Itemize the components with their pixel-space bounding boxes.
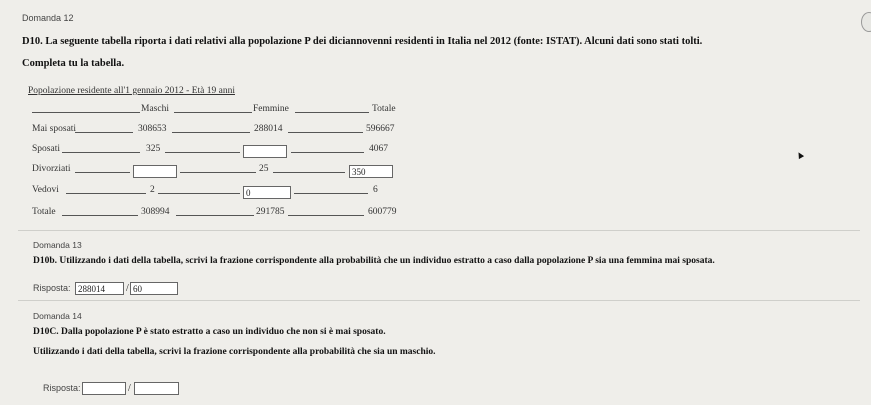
answer-numerator-input[interactable]: 288014 [75, 282, 124, 295]
leader-line [176, 215, 254, 216]
leader-line [288, 215, 364, 216]
answer-numerator-input[interactable] [82, 382, 126, 395]
answer-label: Risposta: [33, 283, 71, 293]
cell-sposati-totale: 4067 [369, 144, 388, 154]
cell-vedovi-maschi: 2 [150, 185, 155, 195]
question-13-header: Domanda 13 [33, 240, 82, 250]
row-label-totale: Totale [32, 207, 56, 217]
cell-divorziati-femmine: 25 [259, 164, 269, 174]
leader-line [294, 193, 368, 194]
leader-line [180, 172, 256, 173]
question-14-text: D10C. Dalla popolazione P è stato estratto a caso un individuo che non si è mai sposato. [33, 327, 386, 337]
column-header-femmine: Femmine [253, 104, 289, 114]
answer-label: Risposta: [43, 383, 81, 393]
scroll-indicator[interactable] [861, 12, 871, 32]
question-12-header: Domanda 12 [22, 13, 74, 23]
row-label-divorziati: Divorziati [32, 164, 71, 174]
cell-mai-sposati-maschi: 308653 [138, 124, 167, 134]
leader-line [295, 112, 369, 113]
input-divorziati-totale[interactable]: 350 [349, 165, 393, 178]
leader-line [288, 132, 363, 133]
leader-line [273, 172, 345, 173]
mouse-cursor-icon [796, 151, 804, 159]
row-label-mai-sposati: Mai sposati [32, 124, 77, 134]
table-title: Popolazione residente all'1 gennaio 2012 - Età 19 anni [28, 86, 235, 96]
question-13-text: D10b. Utilizzando i dati della tabella, scrivi la frazione corrispondente alla probabilità che un individuo estratto a caso dalla popolazione P sia una femmina mai sposata. [33, 256, 715, 266]
answer-denominator-input[interactable]: 60 [130, 282, 178, 295]
cell-totale-femmine: 291785 [256, 207, 285, 217]
cell-totale-totale: 600779 [368, 207, 397, 217]
leader-line [291, 152, 364, 153]
leader-line [174, 112, 252, 113]
row-label-vedovi: Vedovi [32, 185, 59, 195]
leader-line [75, 132, 133, 133]
section-divider [18, 230, 860, 231]
answer-denominator-input[interactable] [134, 382, 179, 395]
section-divider [18, 300, 860, 301]
cell-sposati-maschi: 325 [146, 144, 161, 154]
cell-mai-sposati-femmine: 288014 [254, 124, 283, 134]
leader-line [75, 172, 130, 173]
fraction-slash: / [126, 283, 129, 294]
column-header-maschi: Maschi [141, 104, 169, 114]
leader-line [66, 193, 146, 194]
cell-mai-sposati-totale: 596667 [366, 124, 395, 134]
question-12-text: D10. La seguente tabella riporta i dati relativi alla popolazione P dei diciannovenni residenti in Italia nel 2012 (fonte: ISTAT). Alcuni dati sono stati tolti. [22, 36, 703, 47]
input-vedovi-femmine[interactable]: 0 [243, 186, 291, 199]
leader-line [172, 132, 250, 133]
leader-line [32, 112, 140, 113]
question-14-instruction: Utilizzando i dati della tabella, scrivi la frazione corrispondente alla probabilità che sia un maschio. [33, 347, 436, 357]
fraction-slash: / [128, 383, 131, 394]
leader-line [62, 215, 138, 216]
leader-line [158, 193, 240, 194]
input-sposati-femmine[interactable] [243, 145, 287, 158]
column-header-totale: Totale [372, 104, 396, 114]
row-label-sposati: Sposati [32, 144, 60, 154]
input-divorziati-maschi[interactable] [133, 165, 177, 178]
leader-line [165, 152, 240, 153]
cell-vedovi-totale: 6 [373, 185, 378, 195]
cell-totale-maschi: 308994 [141, 207, 170, 217]
question-14-header: Domanda 14 [33, 311, 82, 321]
question-12-instruction: Completa tu la tabella. [22, 58, 125, 69]
leader-line [62, 152, 140, 153]
